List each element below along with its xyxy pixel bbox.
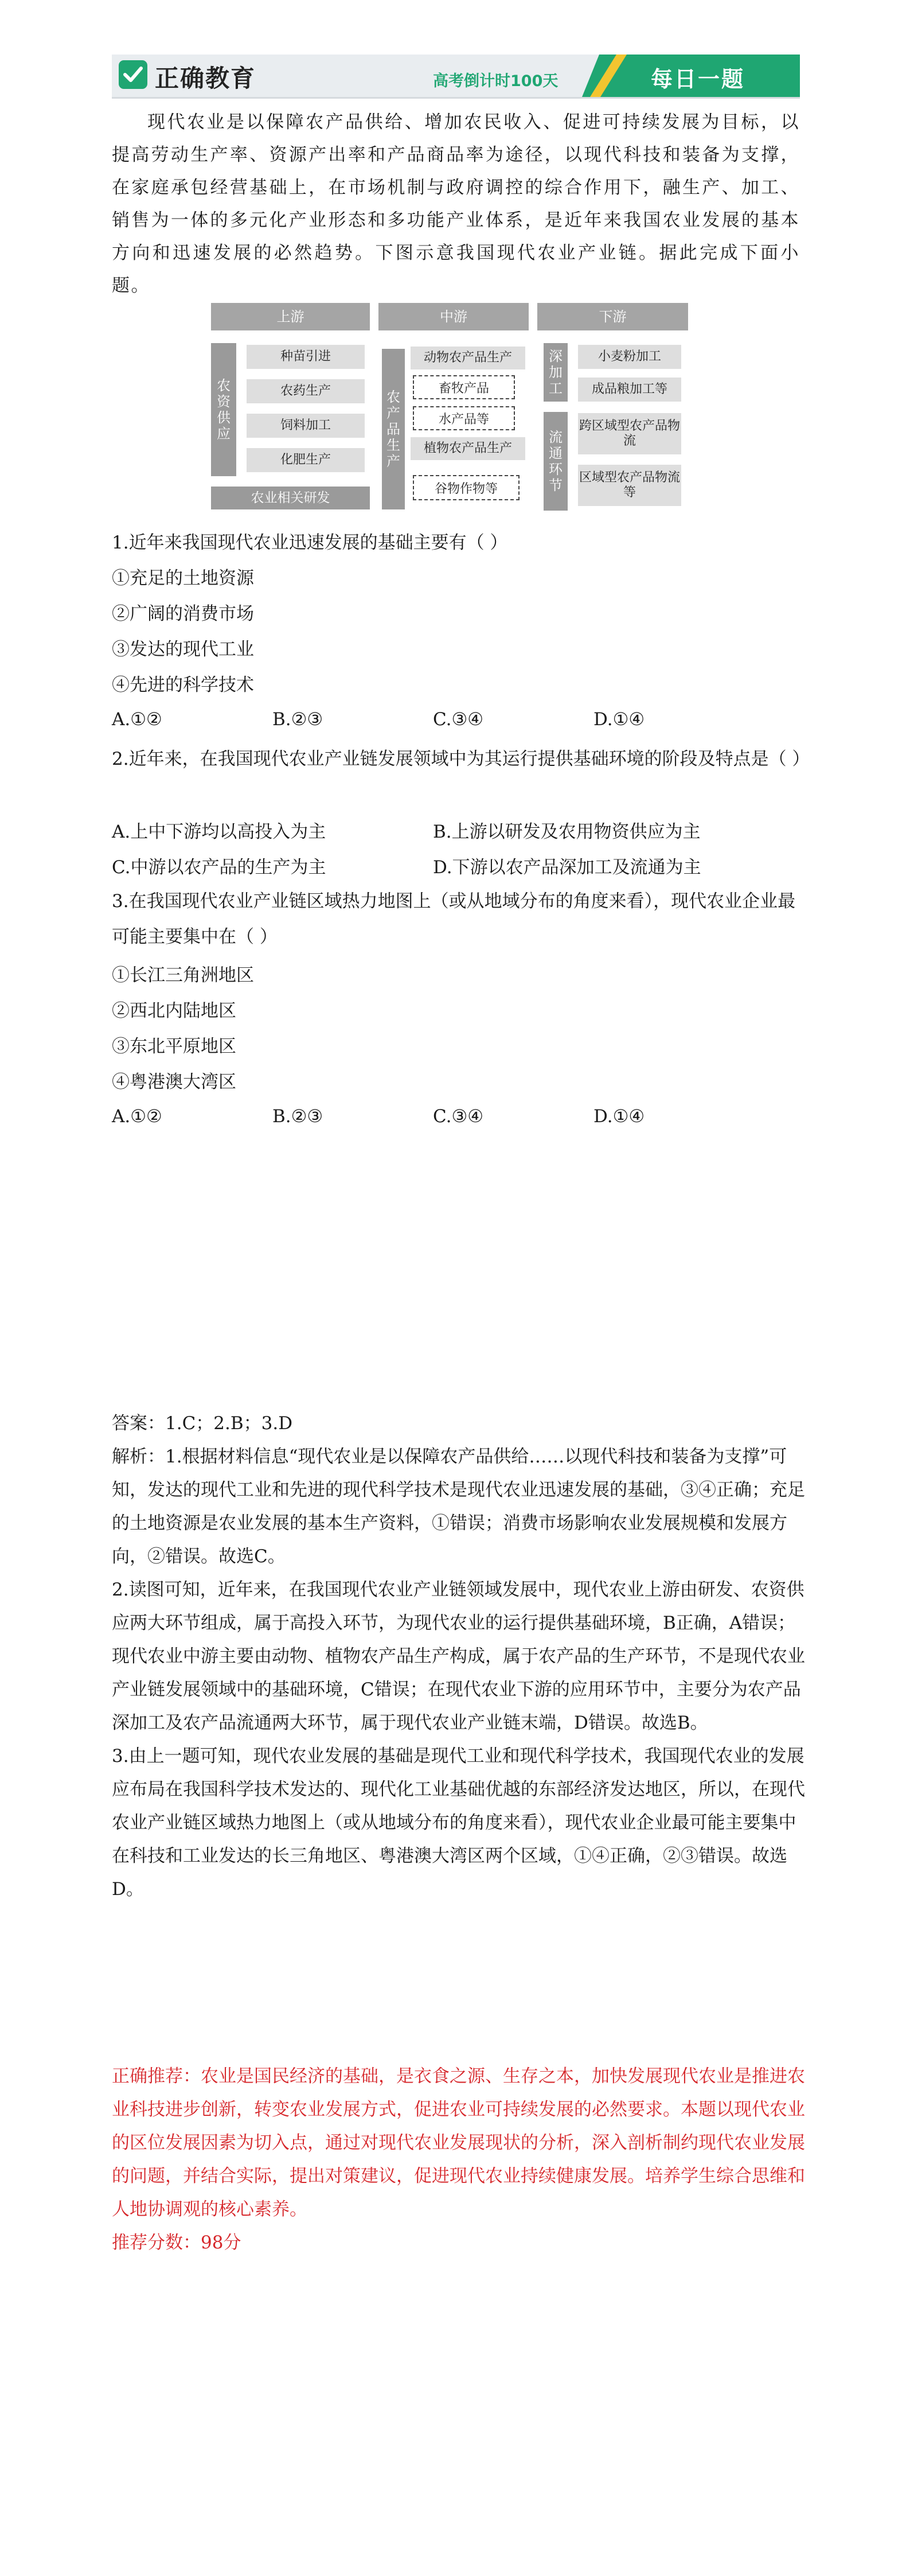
q3-item: ②西北内陆地区 [112, 1001, 236, 1021]
daily-label: 每日一题 [651, 67, 745, 92]
q2-stem: 2.近年来，在我国现代农业产业链发展领域中为其运行提供基础环境的阶段及特点是（ ） [112, 749, 810, 769]
production-item: 动物农产品生产 [411, 347, 525, 369]
supply-item: 饲料加工 [247, 414, 365, 438]
analysis-2: 2.读图可知，近年来，在我国现代农业产业链领域发展中，现代农业上游由研发、农资供应两大环节组成，属于高投入环节，为现代农业的运行提供基础环境，B正确，A错误；现代农业中游主要由动物、植物农产品生产构成，属于农产品的生产环节，不是现代农业产业链发展领域中的基础环境，C错误；在现代农业下游的应用环节中，主要分为农产品深加工及农产品流通两大环节，属于现代农业产业链末端，D错误。故选B。 [112, 1579, 805, 1733]
recommend-text: 正确推荐：农业是国民经济的基础，是衣食之源、生存之本，加快发展现代农业是推进农业科技进步创新，转变农业发展方式，促进农业可持续发展的必然要求。本题以现代农业的区位发展因素为切入点，通过对现代农业发展现状的分析，深入剖析制约现代农业发展的问题，并结合实际，提出对策建议，促进现代农业持续健康发展。培养学生综合思维和人地协调观的核心素养。 [112, 2066, 805, 2220]
rnd-label: 农业相关研发 [211, 487, 370, 509]
supply-item: 种苗引进 [247, 345, 365, 369]
q1-item: ①充足的土地资源 [112, 568, 254, 589]
daily-question-tag [582, 55, 800, 97]
check-icon [119, 60, 147, 89]
q1-item: ②广阔的消费市场 [112, 604, 254, 624]
production-subitem: 水产品等 [413, 406, 515, 430]
q1-item: ④先进的科学技术 [112, 675, 254, 695]
q3-item: ①长江三角洲地区 [112, 965, 254, 986]
q1-option-c: C.③④ [433, 709, 484, 730]
q1-option-b: B.②③ [272, 709, 323, 730]
midstream-header: 中游 [378, 303, 529, 330]
deep-processing-text: 深加工 [549, 348, 563, 396]
circulation-item: 区域型农产品物流等 [578, 465, 681, 506]
intro-passage [112, 106, 800, 302]
q3-stem: 3.在我国现代农业产业链区域热力地图上（或从地域分布的角度来看），现代农业企业最可能主要集中在（ ） [112, 891, 796, 947]
q2-option-a: A.上中下游均以高投入为主 [112, 822, 326, 842]
industry-chain-diagram [211, 303, 688, 515]
q2-option-d: D.下游以农产品深加工及流通为主 [433, 857, 701, 878]
supply-item: 农药生产 [247, 379, 365, 403]
production-item: 植物农产品生产 [411, 437, 525, 460]
countdown-text: 高考倒计时100天 [433, 72, 559, 90]
supply-item: 化肥生产 [247, 448, 365, 472]
q2-option-b: B.上游以研发及农用物资供应为主 [433, 822, 701, 842]
downstream-header: 下游 [537, 303, 688, 330]
recommend-score: 推荐分数：98分 [112, 2232, 241, 2253]
answer-section [112, 1407, 806, 1906]
production-subitem: 谷物作物等 [413, 475, 520, 500]
q3-item: ④粤港澳大湾区 [112, 1072, 236, 1092]
deep-item: 成品粮加工等 [578, 378, 681, 402]
upstream-header: 上游 [211, 303, 370, 330]
q1-stem: 1.近年来我国现代农业迅速发展的基础主要有（ ） [112, 532, 508, 553]
production-label [382, 349, 405, 509]
supply-text: 农资供应 [217, 378, 231, 442]
circulation-text: 流通环节 [549, 429, 563, 493]
supply-label [211, 343, 236, 476]
q3-option-d: D.①④ [593, 1106, 645, 1127]
circulation-item: 跨区域型农产品物流 [578, 413, 681, 454]
recommend-section [112, 2060, 806, 2259]
q3-option-c: C.③④ [433, 1106, 484, 1127]
q1-item: ③发达的现代工业 [112, 639, 254, 660]
deep-item: 小麦粉加工 [578, 345, 681, 369]
deep-processing-label [544, 343, 568, 402]
analysis-3: 3.由上一题可知，现代农业发展的基础是现代工业和现代科学技术，我国现代农业的发展应布局在我国科学技术发达的、现代化工业基础优越的东部经济发达地区，所以，在现代农业产业链区域热力地图上（或从地域分布的角度来看），现代农业企业最可能主要集中在科技和工业发达的长三角地区、粤港澳大湾区两个区域，①④正确，②③错误。故选D。 [112, 1746, 805, 1900]
production-text: 农产品生产 [386, 389, 400, 469]
header-banner [112, 55, 800, 99]
q3-item: ③东北平原地区 [112, 1036, 236, 1057]
analysis-1: 解析：1.根据材料信息“现代农业是以保障农产品供给……以现代科技和装备为支撑”可知，发达的现代工业和先进的现代科学技术是现代农业迅速发展的基础，③④正确；充足的土地资源是农业发展的基本生产资料，①错误；消费市场影响农业发展规模和发展方向，②错误。故选C。 [112, 1446, 805, 1567]
q1-option-d: D.①④ [593, 709, 645, 730]
production-subitem: 畜牧产品 [413, 375, 515, 399]
circulation-label [544, 412, 568, 511]
q3-option-b: B.②③ [272, 1106, 323, 1127]
q3-option-a: A.①② [112, 1106, 162, 1127]
q2-option-c: C.中游以农产品的生产为主 [112, 857, 326, 878]
answer-summary: 答案：1.C；2.B；3.D [112, 1413, 293, 1434]
brand-name: 正确教育 [155, 64, 256, 92]
q1-option-a: A.①② [112, 709, 162, 730]
intro-text: 现代农业是以保障农产品供给、增加农民收入、促进可持续发展为目标，以提高劳动生产率、资源产出率和产品商品率为途径，以现代科技和装备为支撑，在家庭承包经营基础上，在市场机制与政府调控的综合作用下，融生产、加工、销售为一体的多元化产业形态和多功能产业体系，是近年来我国农业发展的基本方向和迅速发展的必然趋势。下图示意我国现代农业产业链。据此完成下面小题。 [112, 112, 800, 296]
